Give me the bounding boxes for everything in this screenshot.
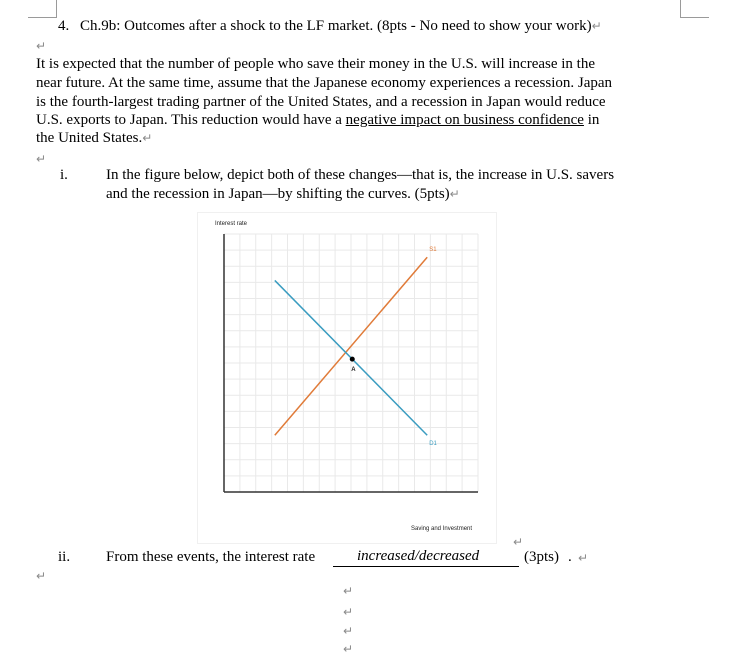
paragraph-line: is the fourth-largest trading partner of the United States, and a recession in Japan would reduce — [36, 94, 606, 110]
underlined-phrase: negative impact on business confidence — [345, 112, 584, 128]
paragraph-mark: ↵ — [343, 642, 354, 656]
paragraph-line: It is expected that the number of people who save their money in the U.S. will increase in the — [36, 56, 596, 72]
series-label-d1: D1 — [429, 441, 437, 448]
y-axis-label: Interest rate — [215, 221, 248, 227]
part-i-line: and the recession in Japan—by shifting the curves. (5pts)↵ — [106, 186, 460, 202]
paragraph-mark: ↵ — [343, 584, 354, 598]
part-ii-trail: . — [568, 549, 572, 565]
answer-text: increased/decreased — [357, 548, 480, 564]
part-ii-suffix: (3pts) — [524, 549, 559, 565]
paragraph-mark: ↵ — [36, 39, 47, 53]
question-title: Ch.9b: Outcomes after a shock to the LF market. (8pts - No need to show your work)↵ — [80, 18, 602, 34]
series-label-s1: S1 — [429, 247, 437, 254]
paragraph-mark: ↵ — [36, 152, 47, 166]
paragraph-mark: ↵ — [343, 624, 354, 638]
x-axis-label: Saving and Investment — [411, 526, 473, 532]
paragraph-mark: ↵ — [578, 551, 589, 565]
question-number: 4. — [58, 18, 70, 34]
paragraph-line: the United States.↵ — [36, 130, 153, 146]
part-ii-prefix: From these events, the interest rate — [106, 549, 316, 565]
equilibrium-label: A — [351, 367, 356, 374]
part-i-line: In the figure below, depict both of these changes—that is, the increase in U.S. savers — [106, 167, 615, 183]
paragraph-mark: ↵ — [36, 569, 47, 583]
paragraph-mark: ↵ — [343, 605, 354, 619]
part-ii-label: ii. — [58, 549, 71, 565]
paragraph-mark: ↵ — [513, 535, 524, 549]
equilibrium-point — [350, 357, 355, 362]
part-i-label: i. — [60, 167, 68, 183]
paragraph-line: near future. At the same time, assume that the Japanese economy experiences a recession. Japan — [36, 75, 613, 91]
paragraph-line: U.S. exports to Japan. This reduction would have a negative impact on business confidence in — [36, 112, 600, 128]
